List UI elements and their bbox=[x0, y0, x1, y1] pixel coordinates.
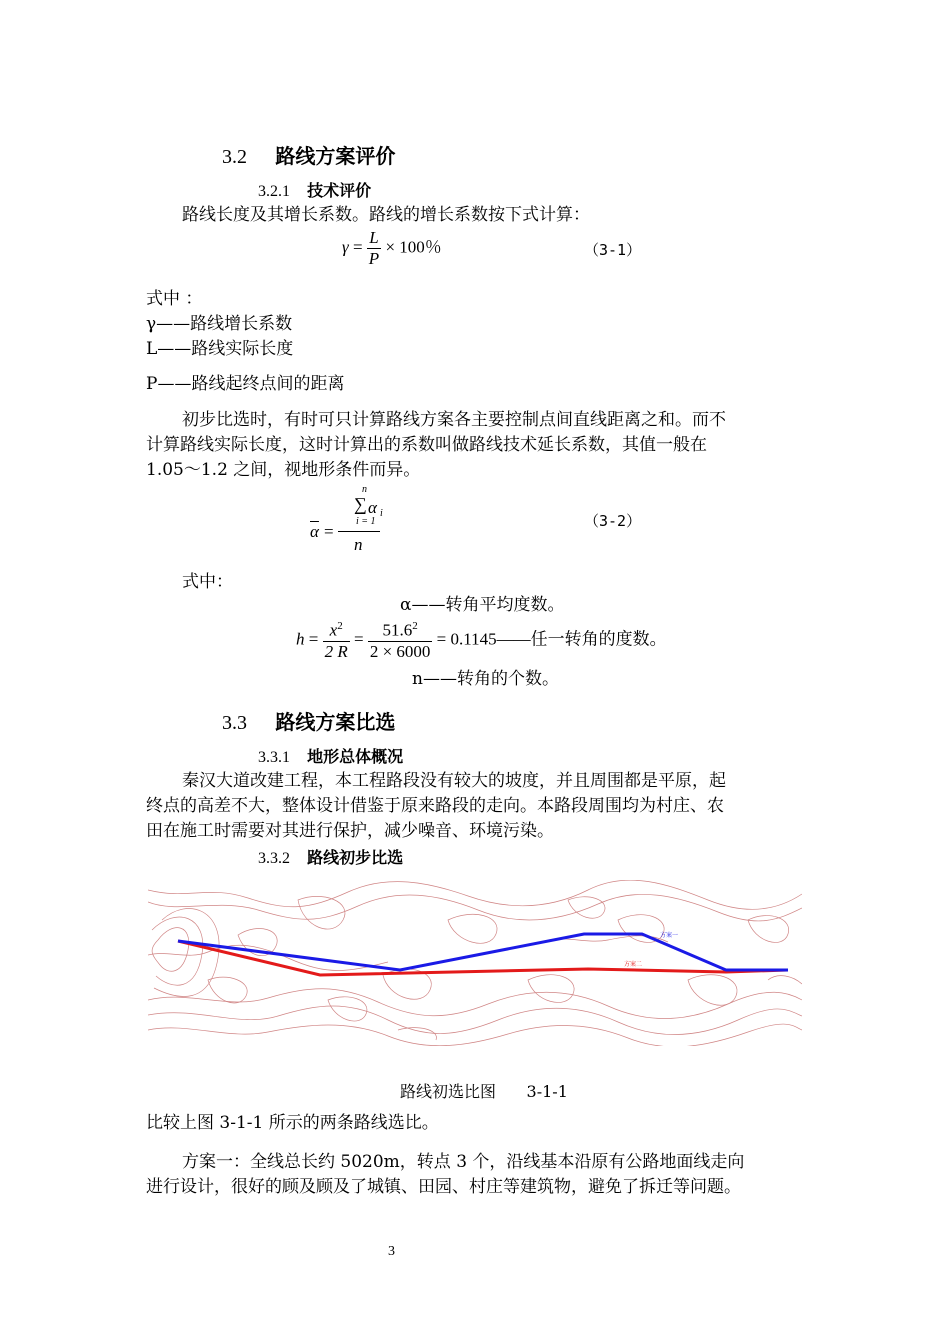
eq-tail: × 100％ bbox=[385, 237, 442, 257]
equation-h bbox=[296, 620, 667, 662]
contour-lines bbox=[148, 880, 802, 1046]
section-heading-3-2-1 bbox=[258, 178, 371, 201]
figure-caption: 路线初选比图 3-1-1 bbox=[400, 1082, 568, 1101]
section-heading-3-3 bbox=[222, 706, 395, 735]
eq-equals: = bbox=[308, 629, 319, 649]
fraction-bar bbox=[338, 531, 380, 532]
definition-gamma: γ——路线增长系数 bbox=[146, 314, 293, 334]
where-label: 式中 ： bbox=[146, 289, 203, 309]
section-number: 3.2.1 bbox=[258, 183, 290, 200]
section-heading-3-3-1 bbox=[258, 744, 403, 767]
route-comparison-map bbox=[148, 880, 802, 1046]
section-title: 地形总体概况 bbox=[307, 747, 404, 766]
x-variable: x bbox=[329, 620, 338, 640]
route-red-label: 方案二 bbox=[624, 962, 643, 968]
contour-map-svg bbox=[148, 880, 802, 1046]
paragraph-line: 计算路线实际长度，这时计算出的系数叫做路线技术延长系数，其值一般在 bbox=[146, 435, 707, 455]
route-blue-label: 方案一 bbox=[660, 933, 679, 939]
eq-fraction bbox=[368, 620, 433, 662]
equation-tag: （3-1） bbox=[584, 241, 642, 259]
sum-sign: ∑ bbox=[354, 494, 367, 514]
definition-n: n——转角的个数。 bbox=[412, 669, 559, 689]
eq-result: = 0.1145——任一转角的度数。 bbox=[436, 629, 667, 649]
definition-alpha: α——转角平均度数。 bbox=[400, 595, 565, 615]
page-number: 3 bbox=[388, 1244, 395, 1259]
section-title: 路线初步比选 bbox=[307, 848, 404, 867]
where-label: 式中： bbox=[182, 572, 233, 592]
eq-lhs: γ bbox=[342, 237, 349, 257]
paragraph-line: 方案一：全线总长约 5020m，转点 3 个，沿线基本沿原有公路地面线走向 bbox=[182, 1152, 745, 1172]
section-title: 技术评价 bbox=[307, 181, 372, 200]
eq-lhs: h bbox=[296, 629, 305, 649]
section-number: 3.3.1 bbox=[258, 749, 290, 766]
exponent: 2 bbox=[412, 620, 418, 632]
equation-tag: （3-2） bbox=[584, 512, 642, 530]
section-heading-3-2 bbox=[222, 140, 395, 169]
intro-paragraph: 路线长度及其增长系数。路线的增长系数按下式计算： bbox=[182, 205, 590, 225]
paragraph-line: 1.05～1.2 之间，视地形条件而异。 bbox=[146, 460, 421, 480]
eq-denominator: P bbox=[368, 249, 380, 268]
eq-equals: = bbox=[324, 522, 334, 541]
section-number: 3.2 bbox=[222, 146, 247, 168]
equation-3-1 bbox=[342, 228, 442, 269]
paragraph-line: 终点的高差不大，整体设计借鉴于原来路段的走向。本路段周围均为村庄、农 bbox=[146, 796, 724, 816]
eq-denominator: 2 × 6000 bbox=[369, 641, 431, 661]
paragraph-line: 比较上图 3-1-1 所示的两条路线选比。 bbox=[146, 1113, 439, 1133]
definition-L: L——路线实际长度 bbox=[146, 339, 294, 359]
exponent: 2 bbox=[337, 620, 343, 632]
equation-3-2 bbox=[310, 484, 400, 556]
section-heading-3-3-2 bbox=[258, 845, 403, 868]
sum-lower-limit: i = 1 bbox=[356, 516, 376, 527]
eq-denominator: 2 R bbox=[324, 641, 348, 661]
sum-upper-limit: n bbox=[362, 484, 367, 495]
alpha-bar: $\overline{\alpha}$ bbox=[310, 522, 319, 541]
section-number: 3.3.2 bbox=[258, 850, 290, 867]
eq-equals: = bbox=[352, 237, 363, 257]
eq-fraction bbox=[367, 228, 381, 269]
route-blue-line bbox=[178, 934, 788, 970]
paragraph-line: 田在施工时需要对其进行保护，减少噪音、环境污染。 bbox=[146, 821, 554, 841]
eq-numerator: L bbox=[367, 228, 381, 249]
eq-fraction bbox=[323, 620, 350, 662]
paragraph-line: 初步比选时，有时可只计算路线方案各主要控制点间直线距离之和。而不 bbox=[182, 410, 726, 430]
alpha-symbol: α bbox=[368, 498, 377, 517]
definition-P: P——路线起终点间的距离 bbox=[146, 374, 345, 394]
section-title: 路线方案比选 bbox=[275, 710, 396, 734]
value: 51.6 bbox=[382, 620, 413, 640]
section-number: 3.3 bbox=[222, 712, 247, 734]
paragraph-line: 进行设计，很好的顾及顾及了城镇、田园、村庄等建筑物，避免了拆迁等问题。 bbox=[146, 1177, 741, 1197]
section-title: 路线方案评价 bbox=[275, 144, 396, 168]
paragraph-line: 秦汉大道改建工程，本工程路段没有较大的坡度，并且周围都是平原，起 bbox=[182, 771, 726, 791]
eq-denominator: n bbox=[354, 535, 363, 554]
alpha-subscript: i bbox=[380, 508, 383, 519]
eq-equals: = bbox=[353, 629, 364, 649]
